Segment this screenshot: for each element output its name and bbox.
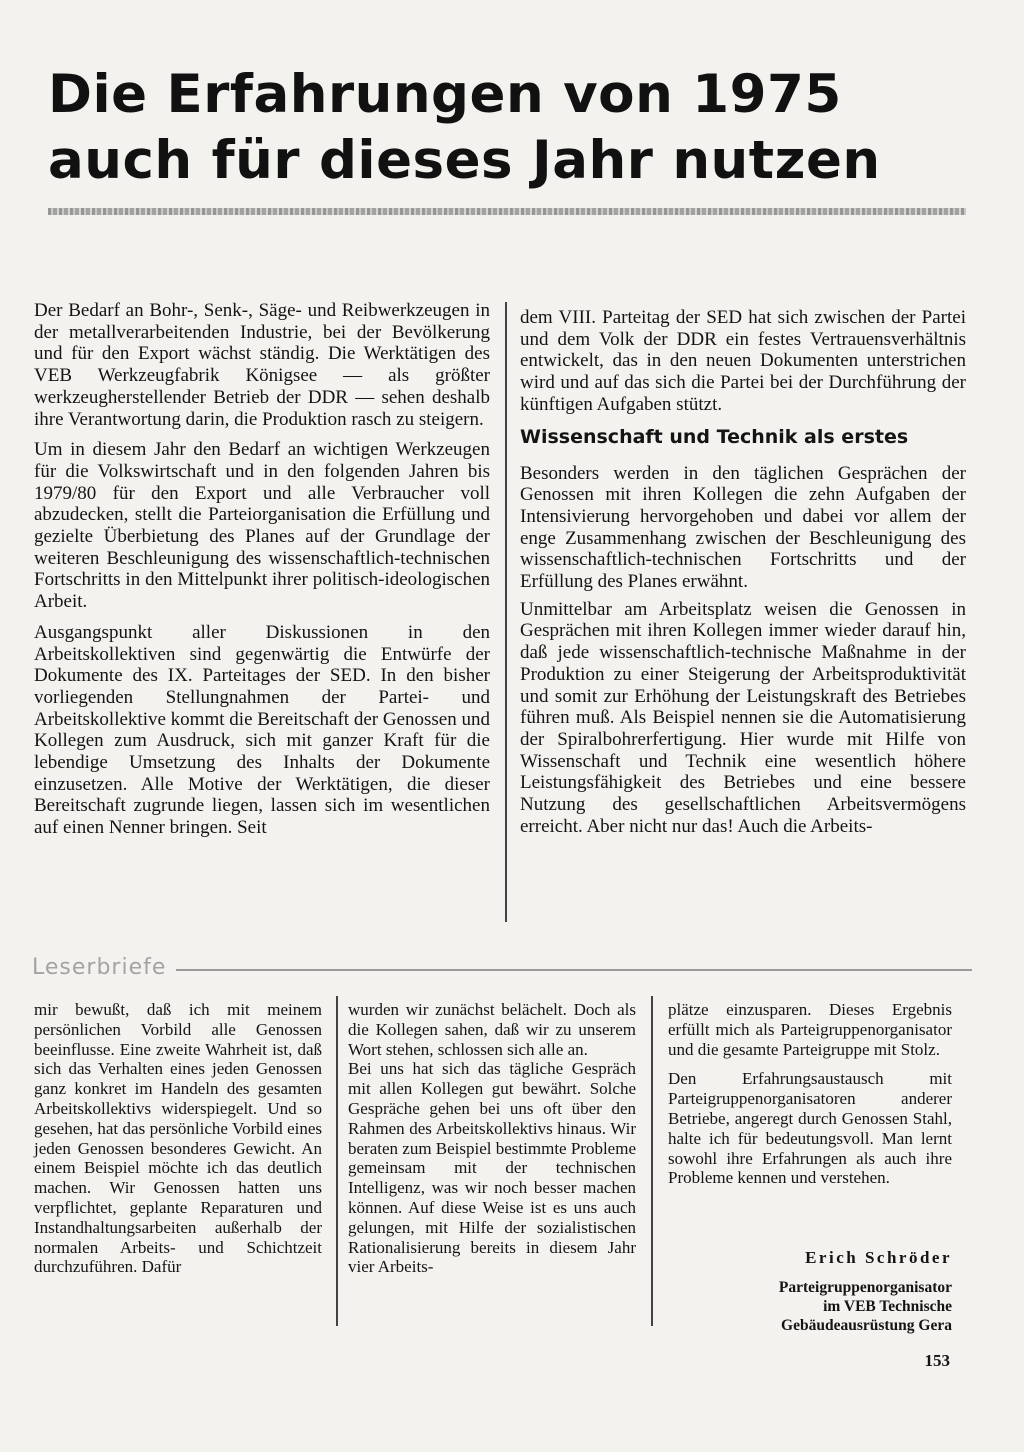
page-number: 153 — [924, 1351, 950, 1370]
letter-column-3 — [668, 1000, 952, 1188]
headline-line-1: Die Erfahrungen von 1975 — [48, 64, 842, 125]
column-divider — [651, 996, 653, 1326]
letter-paragraph: Bei uns hat sich das tägliche Gespräch mit allen Kollegen gut bewährt. Solche Gespräche gehen bei uns oft über den Rahmen des Arbeitskollektivs hinaus. Wir beraten zum Beispiel bestimmte Probleme gemeinsam mit der technischen Intelligenz, was wir noch besser machen können. Auf diese Weise ist es uns auch gelungen, mit Hilfe der sozialistischen Rationalisierung bereits in diesem Jahr vier Arbeits- — [348, 1059, 636, 1277]
article-paragraph: Ausgangspunkt aller Diskussionen in den Arbeitskollektiven sind gegenwärtig die Entwürfe der Dokumente des IX. Parteitages der SED. In den bisher vorliegenden Stellungnahmen der Partei- und Arbeitskollektive kommt die Bereitschaft der Genossen und Kollegen zum Ausdruck, sich mit ganzer Kraft für die lebendige Umsetzung des Inhalts der Dokumente einzusetzen. Alle Motive der Werktätigen, die dieser Bereitschaft zugrunde liegen, lassen sich im wesentlichen auf einen Nenner bringen. Seit — [34, 621, 490, 839]
letter-paragraph: mir bewußt, daß ich mit meinem persönlichen Vorbild alle Genossen beeinflusse. Eine zweite Wahrheit ist, daß sich das Verhalten eines jeden Genossen ganz konkret im Handeln des gesamten Arbeitskollektivs widerspiegelt. Und so gesehen, hat das persönliche Vorbild eines jeden Genossen besonderes Gewicht. An einem Beispiel möchte ich das deutlich machen. Wir Genossen hatten uns verpflichtet, geplante Reparaturen und Instandhaltungsarbeiten außerhalb der normalen Arbeits- und Schichtzeit durchzuführen. Dafür — [34, 1000, 322, 1277]
letter-paragraph: plätze einzusparen. Dieses Ergebnis erfüllt mich als Parteigruppenorganisator und die gesamte Parteigruppe mit Stolz. — [668, 1000, 952, 1059]
article-headline — [48, 62, 968, 194]
article-paragraph: dem VIII. Parteitag der SED hat sich zwischen der Partei und dem Volk der DDR ein festes Vertrauensverhältnis entwickelt, das in den neuen Dokumenten unterstrichen wird und auf das sich die Partei bei der Durchführung der künftigen Aufgaben stützt. — [520, 307, 966, 415]
letter-paragraph: Den Erfahrungsaustausch mit Parteigruppenorganisatoren anderer Betriebe, angeregt durch Genossen Stahl, halte ich für bedeutungsvoll. Man lernt sowohl ihre Erfahrungen als auch ihre Probleme kennen und verstehen. — [668, 1069, 952, 1188]
letter-column-2 — [348, 1000, 636, 1277]
section-subheading: Wissenschaft und Technik als erstes — [520, 425, 909, 448]
column-divider — [336, 996, 338, 1326]
letter-column-1 — [34, 1000, 322, 1277]
letters-section-header — [32, 955, 972, 983]
author-role-line: Parteigruppenorganisator — [778, 1279, 952, 1296]
article-column-2 — [520, 307, 966, 843]
letters-section-label: Leserbriefe — [32, 955, 167, 980]
headline-line-2: auch für dieses Jahr nutzen — [48, 130, 881, 191]
article-column-1 — [34, 300, 490, 848]
author-signature: Erich Schröder — [805, 1248, 952, 1267]
author-role — [700, 1278, 952, 1335]
article-paragraph: Um in diesem Jahr den Bedarf an wichtigen Werkzeugen für die Volkswirtschaft und in den folgenden Jahren bis 1979/80 für den Export und alle Verbraucher voll abzudecken, stellt die Parteiorganisation die Erfüllung und gezielte Überbietung des Planes auf der Grundlage der weiteren Beschleunigung des wissenschaftlich-technischen Fortschritts in den Mittelpunkt ihrer politisch-ideologischen Arbeit. — [34, 439, 490, 613]
column-divider — [505, 302, 507, 922]
author-role-line: Gebäudeausrüstung Gera — [781, 1317, 952, 1334]
letters-header-rule — [176, 969, 972, 971]
headline-rule — [48, 208, 966, 215]
article-paragraph: Der Bedarf an Bohr-, Senk-, Säge- und Reibwerkzeugen in der metallverarbeitenden Industrie, bei der Bevölkerung und für den Export wächst ständig. Die Werktätigen des VEB Werkzeugfabrik Königsee — als größter werkzeugherstellender Betrieb der DDR — sehen deshalb ihre Verantwortung darin, die Produktion rasch zu steigern. — [34, 300, 490, 430]
author-role-line: im VEB Technische — [823, 1298, 952, 1315]
article-paragraph: Besonders werden in den täglichen Gesprächen der Genossen mit ihren Kollegen die zehn Aufgaben der Intensivierung hervorgehoben und dabei vor allem der enge Zusammenhang zwischen der Beschleunigung des wissenschaftlich-technischen Fortschritts und der Erfüllung des Planes erwähnt. — [520, 462, 966, 593]
article-paragraph: Unmittelbar am Arbeitsplatz weisen die Genossen in Gesprächen mit ihren Kollegen immer wieder darauf hin, daß jede wissenschaftlich-technische Maßnahme in der Produktion zu einer Steigerung der Arbeitsproduktivität und somit zur Erhöhung der Leistungskraft des Betriebes führen muß. Als Beispiel nennen sie die Automatisierung der Spiralbohrerfertigung. Hier wurde mit Hilfe von Wissenschaft und Technik eine wesentlich höhere Leistungsfähigkeit des Betriebes und eine bessere Nutzung des gesellschaftlichen Arbeitsvermögens erreicht. Aber nicht nur das! Auch die Arbeits- — [520, 598, 966, 837]
letter-paragraph: wurden wir zunächst belächelt. Doch als die Kollegen sahen, daß wir zu unserem Wort stehen, schlossen sich alle an. — [348, 1000, 636, 1059]
